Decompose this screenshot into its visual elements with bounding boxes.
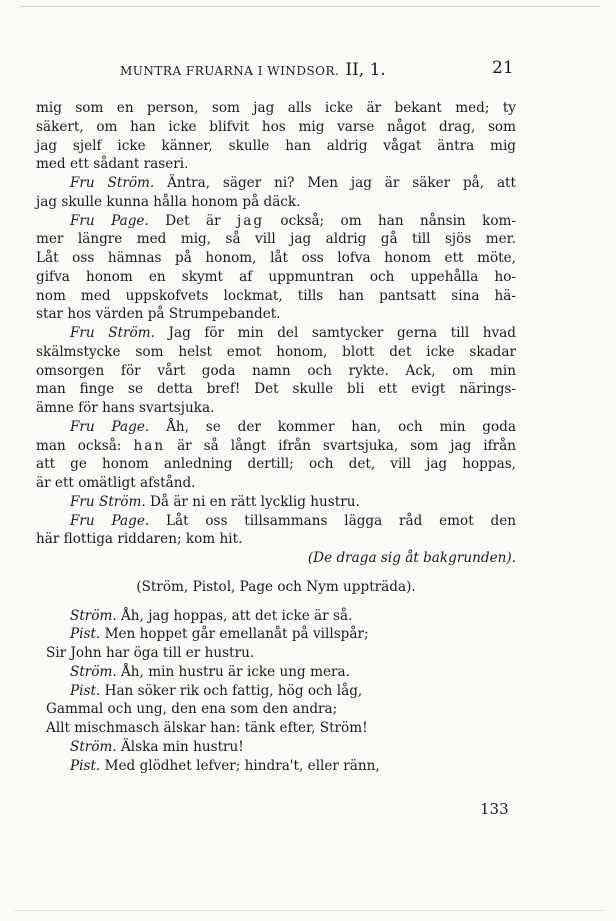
- line-text: omsorgen för vårt goda namn och rykte. Ack, om min: [36, 362, 516, 379]
- line-text: mig som en person, som jag alls icke är bekant med; ty: [36, 100, 516, 116]
- line-text: jag: [237, 212, 265, 229]
- speaker-name: Fru Ström.: [70, 175, 155, 191]
- verse-line: [36, 607, 516, 626]
- act-scene: II, 1.: [345, 60, 386, 80]
- line-text: här flottiga riddaren; kom hit.: [36, 531, 243, 548]
- text-line: [36, 474, 516, 493]
- speaker-name: Pist.: [70, 757, 101, 774]
- line-text: Älska min hustru!: [116, 738, 244, 755]
- line-text: Han söker rik och fattig, hög och låg,: [100, 682, 363, 699]
- line-text: Jag för min del samtycker gerna till hvad: [154, 325, 516, 341]
- line-text: Åh, min hustru är icke ung mera.: [116, 663, 350, 680]
- text-line: [36, 324, 516, 343]
- sheet-number: 133: [480, 800, 509, 818]
- verse-line: Gammal och ung, den ena som den andra;: [46, 701, 338, 718]
- text-line: [36, 249, 516, 268]
- speaker-name: Fru Page.: [70, 212, 149, 229]
- line-text: man också:: [36, 437, 134, 454]
- text-line: [36, 193, 516, 212]
- line-text: star hos värden på Strumpebandet.: [36, 306, 281, 323]
- speaker-name: Ström.: [70, 663, 117, 680]
- speaker-name: Pist.: [70, 626, 101, 643]
- line-text: Låt oss hämnas på honom, låt oss lofva honom ett möte,: [36, 250, 516, 266]
- page-number: 21: [492, 58, 514, 78]
- line-text: Det är: [148, 212, 237, 229]
- line-text: att ge honom anledning dertill; och det, vill jag hoppas,: [36, 456, 516, 473]
- spacer: [36, 568, 516, 578]
- scan-edge-bottom: [14, 910, 604, 911]
- text-line: [36, 512, 516, 531]
- speaker-name: Ström.: [70, 607, 117, 624]
- verse-line: [36, 625, 516, 644]
- verse-line: [36, 663, 516, 682]
- text-line: [36, 362, 516, 381]
- line-text: Låt oss tillsammans lägga råd emot den: [149, 512, 516, 529]
- line-text: gifva honom en skymt af uppmuntran och uppehålla ho-: [36, 268, 516, 285]
- text-line: [36, 268, 516, 287]
- line-text: ämne för hans svartsjuka.: [36, 400, 215, 416]
- line-text: säkert, om han icke blifvit hos mig varse något drag, som: [36, 118, 516, 135]
- running-head: [120, 60, 386, 80]
- verse-line: Sir John har öga till er hustru.: [46, 645, 255, 661]
- text-line: [36, 380, 516, 399]
- line-text: Då är ni en rätt lycklig hustru.: [145, 493, 360, 510]
- line-text: jag sjelf icke känner, skulle han aldrig vågat äntra mig: [36, 137, 516, 154]
- text-line: [36, 343, 516, 362]
- verse-line: [36, 682, 516, 701]
- spacer: [36, 597, 516, 607]
- text-line: [36, 99, 516, 118]
- line-text: Åh, se der kommer han, och min goda: [149, 418, 516, 435]
- text-line: [36, 174, 516, 193]
- text-line: [36, 455, 516, 474]
- verse-line: Allt mischmasch älskar han: tänk efter, Ström!: [46, 720, 368, 736]
- line-text: han: [133, 437, 166, 454]
- line-text: Äntra, säger ni? Men jag är säker på, att: [154, 175, 516, 191]
- text-line: [36, 287, 516, 306]
- text-line: [36, 305, 516, 324]
- speaker-name: Fru Page.: [70, 512, 150, 529]
- text-line: [36, 155, 516, 174]
- speaker-name: Pist.: [70, 682, 101, 699]
- text-line: [36, 437, 516, 456]
- speaker-name: Fru Ström.: [70, 493, 146, 510]
- line-text: är så långt ifrån svartsjuka, som jag ifrån: [165, 437, 517, 454]
- line-text: jag skulle kunna hålla honom på däck.: [36, 193, 301, 210]
- text-line: [36, 530, 516, 549]
- line-text: Åh, jag hoppas, att det icke är så.: [116, 607, 353, 624]
- verse-line: [36, 757, 516, 776]
- page-header: [0, 58, 616, 82]
- text-line: [36, 230, 516, 249]
- line-text: man finge se detta bref! Det skulle bli ett evigt närings-: [36, 381, 516, 398]
- line-text: med ett sådant raseri.: [36, 156, 189, 173]
- text-line: [36, 137, 516, 156]
- text-line: [36, 549, 516, 568]
- line-text: mer längre med mig, så vill jag aldrig gå till sjös mer.: [36, 231, 516, 248]
- line-text: är ett omätligt afstånd.: [36, 475, 196, 491]
- line-text: nom med uppskofvets lockmat, tills han pantsatt sina hä-: [36, 287, 516, 304]
- speaker-name: (De draga sig åt bakgrunden).: [307, 550, 516, 566]
- text-line: [36, 118, 516, 137]
- text-body: [36, 99, 516, 775]
- text-line: [36, 399, 516, 418]
- line-text: Men hoppet går emellanåt på villspår;: [100, 626, 369, 643]
- line-text: skälmstycke som helst emot honom, blott det icke skadar: [36, 343, 516, 360]
- text-line: [36, 493, 516, 512]
- text-line: [36, 418, 516, 437]
- stage-direction: (Ström, Pistol, Page och Nym uppträda).: [136, 578, 416, 595]
- speaker-name: Fru Ström.: [70, 325, 155, 341]
- text-line: [36, 212, 516, 231]
- line-text: också; om han nånsin kom-: [264, 212, 516, 229]
- running-head-title: MUNTRA FRUARNA I WINDSOR.: [120, 64, 340, 78]
- line-text: Med glödhet lefver; hindra't, eller ränn,: [100, 757, 380, 774]
- scan-edge-top: [20, 6, 600, 7]
- verse-line: [36, 738, 516, 757]
- speaker-name: Ström.: [70, 738, 117, 755]
- speaker-name: Fru Page.: [70, 418, 150, 435]
